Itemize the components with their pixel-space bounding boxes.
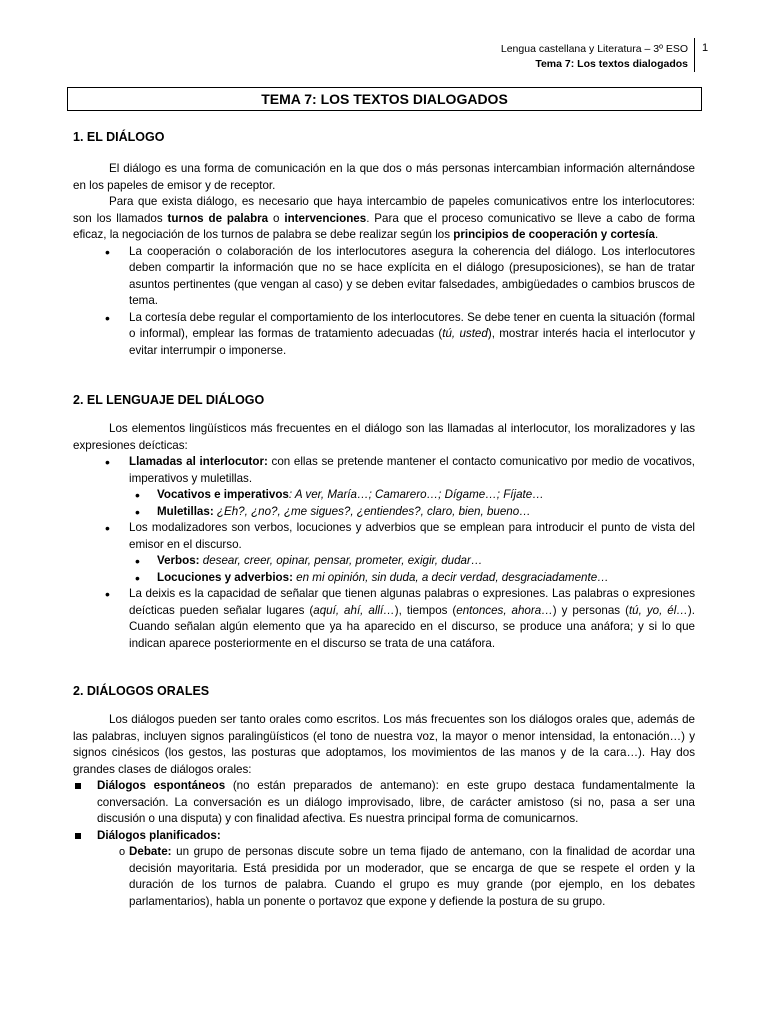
- section-heading-orales: 2. DIÁLOGOS ORALES: [73, 684, 210, 698]
- list-item: • Verbos: desear, creer, opinar, pensar, prometer, exigir, dudar…: [73, 553, 695, 570]
- running-header: [430, 42, 688, 72]
- section-body-lenguaje: [73, 421, 695, 652]
- list-item: Diálogos planificados: o Debate: un grupo de personas discute sobre un tema fijado de antemano, con la finalidad de acordar una decisión mayoritaria. Está presidida por un moderador, que se encarga de que se respete el orden y la duración de los turnos de palabra. Cuando el grupo es muy grande (por ejemplo, en los debates parlamentarios), habla un ponente o portavoz que expone y defiende la postura de su grupo.: [73, 828, 695, 911]
- bullet-list: [73, 454, 695, 652]
- paragraph: Para que exista diálogo, es necesario que haya intercambio de papeles comunicativos entre los interlocutores: son los llamados turnos de palabra o intervenciones. Para que el proceso comunicativo se lleve a cabo de forma eficaz, la negociación de los turnos de palabra se debe realizar según los principios de cooperación y cortesía.: [73, 195, 696, 241]
- list-item: • Vocativos e imperativos: A ver, María…; Camarero…; Dígame…; Fíjate…: [73, 487, 695, 504]
- sub-bullet-list: [73, 553, 695, 586]
- bullet-list: [73, 244, 695, 360]
- section-heading-dialogo: 1. EL DIÁLOGO: [73, 130, 165, 144]
- section-body-dialogo: [73, 161, 695, 359]
- square-bullet-list: [73, 778, 695, 910]
- paragraph: El diálogo es una forma de comunicación en la que dos o más personas intercambian información alternándose en los papeles de emisor y de receptor.: [73, 162, 695, 192]
- page-title: TEMA 7: LOS TEXTOS DIALOGADOS: [67, 87, 702, 111]
- list-item: • La cortesía debe regular el comportamiento de los interlocutores. Se debe tener en cuenta la situación (formal o informal), emplear las formas de tratamiento adecuadas (tú, usted), mostrar interés hacia el interlocutor y evitar interrumpir o imponerse.: [73, 310, 695, 360]
- list-item: Diálogos espontáneos (no están preparados de antemano): en este grupo destaca fundamentalmente la conversación. La conversación es un diálogo improvisado, libre, de carácter amistoso (si no, pasa a ser una discusión o una disputa) y con finalidad afectiva. Es nuestra principal forma de comunicarnos.: [73, 778, 695, 828]
- sub-bullet-list: [73, 487, 695, 520]
- list-item: • Llamadas al interlocutor: con ellas se pretende mantener el contacto comunicativo por medio de vocativos, imperativos y muletillas. • Vocativos e imperativos: A ver, María…; Camarero…; Dígame…; Fíjate… • Muletillas: ¿Eh?, ¿no?, ¿me sigues?, ¿entiendes?, claro, bien, bueno…: [73, 454, 695, 520]
- header-divider: [694, 38, 695, 72]
- section-heading-lenguaje: 2. EL LENGUAJE DEL DIÁLOGO: [73, 393, 265, 407]
- paragraph: Los elementos lingüísticos más frecuentes en el diálogo son las llamadas al interlocutor, los moralizadores y las expresiones deícticas:: [73, 422, 695, 452]
- list-item: • La cooperación o colaboración de los interlocutores asegura la coherencia del diálogo. Los interlocutores deben compartir la información que no se hace explícita en el diálogo (presuposiciones), se han de tratar asuntos pertinentes (que vengan al caso) y se deben evitar falsedades, ambigüedades o cambios bruscos de tema.: [73, 244, 695, 310]
- list-item: • Locuciones y adverbios: en mi opinión, sin duda, a decir verdad, desgraciadamente…: [73, 570, 695, 587]
- section-body-orales: [73, 712, 695, 910]
- list-item: • Muletillas: ¿Eh?, ¿no?, ¿me sigues?, ¿entiendes?, claro, bien, bueno…: [73, 504, 695, 521]
- circle-bullet-list: [73, 844, 695, 910]
- list-item: • Los modalizadores son verbos, locuciones y adverbios que se emplean para introducir el punto de vista del emisor en el discurso. • Verbos: desear, creer, opinar, pensar, prometer, exigir, dudar… • Locuciones y adverbios: en mi opinión, sin duda, a decir verdad, desgraciadamente…: [73, 520, 695, 586]
- paragraph: Los diálogos pueden ser tanto orales como escritos. Los más frecuentes son los diálogos orales que, además de las palabras, incluyen signos paralingüísticos (el tono de nuestra voz, la mayor o menor intensidad, la entonación…) y signos cinésicos (los gestos, las posturas que adoptamos, los movimientos de las manos y de la cara…). Hay dos grandes clases de diálogos orales:: [73, 713, 695, 776]
- header-topic: Tema 7: Los textos dialogados: [535, 58, 688, 70]
- header-subject: Lengua castellana y Literatura – 3º ESO: [500, 43, 688, 55]
- list-item: • La deixis es la capacidad de señalar que tienen algunas palabras o expresiones. Las palabras o expresiones deícticas pueden señalar lugares (aquí, ahí, allí…), tiempos (entonces, ahora…) y personas (tú, yo, él…). Cuando señalan algún elemento que ya ha aparecido en el discurso, se produce una anáfora; y si lo que indican aparece posteriormente en el discurso se trata de una catáfora.: [73, 586, 695, 652]
- list-item: o Debate: un grupo de personas discute sobre un tema fijado de antemano, con la finalidad de acordar una decisión mayoritaria. Está presidida por un moderador, que se encarga de que se respete el orden y la duración de los turnos de palabra. Cuando el grupo es muy grande (por ejemplo, en los debates parlamentarios), habla un ponente o portavoz que expone y defiende la postura de su grupo.: [73, 844, 695, 910]
- page-number: 1: [702, 42, 709, 54]
